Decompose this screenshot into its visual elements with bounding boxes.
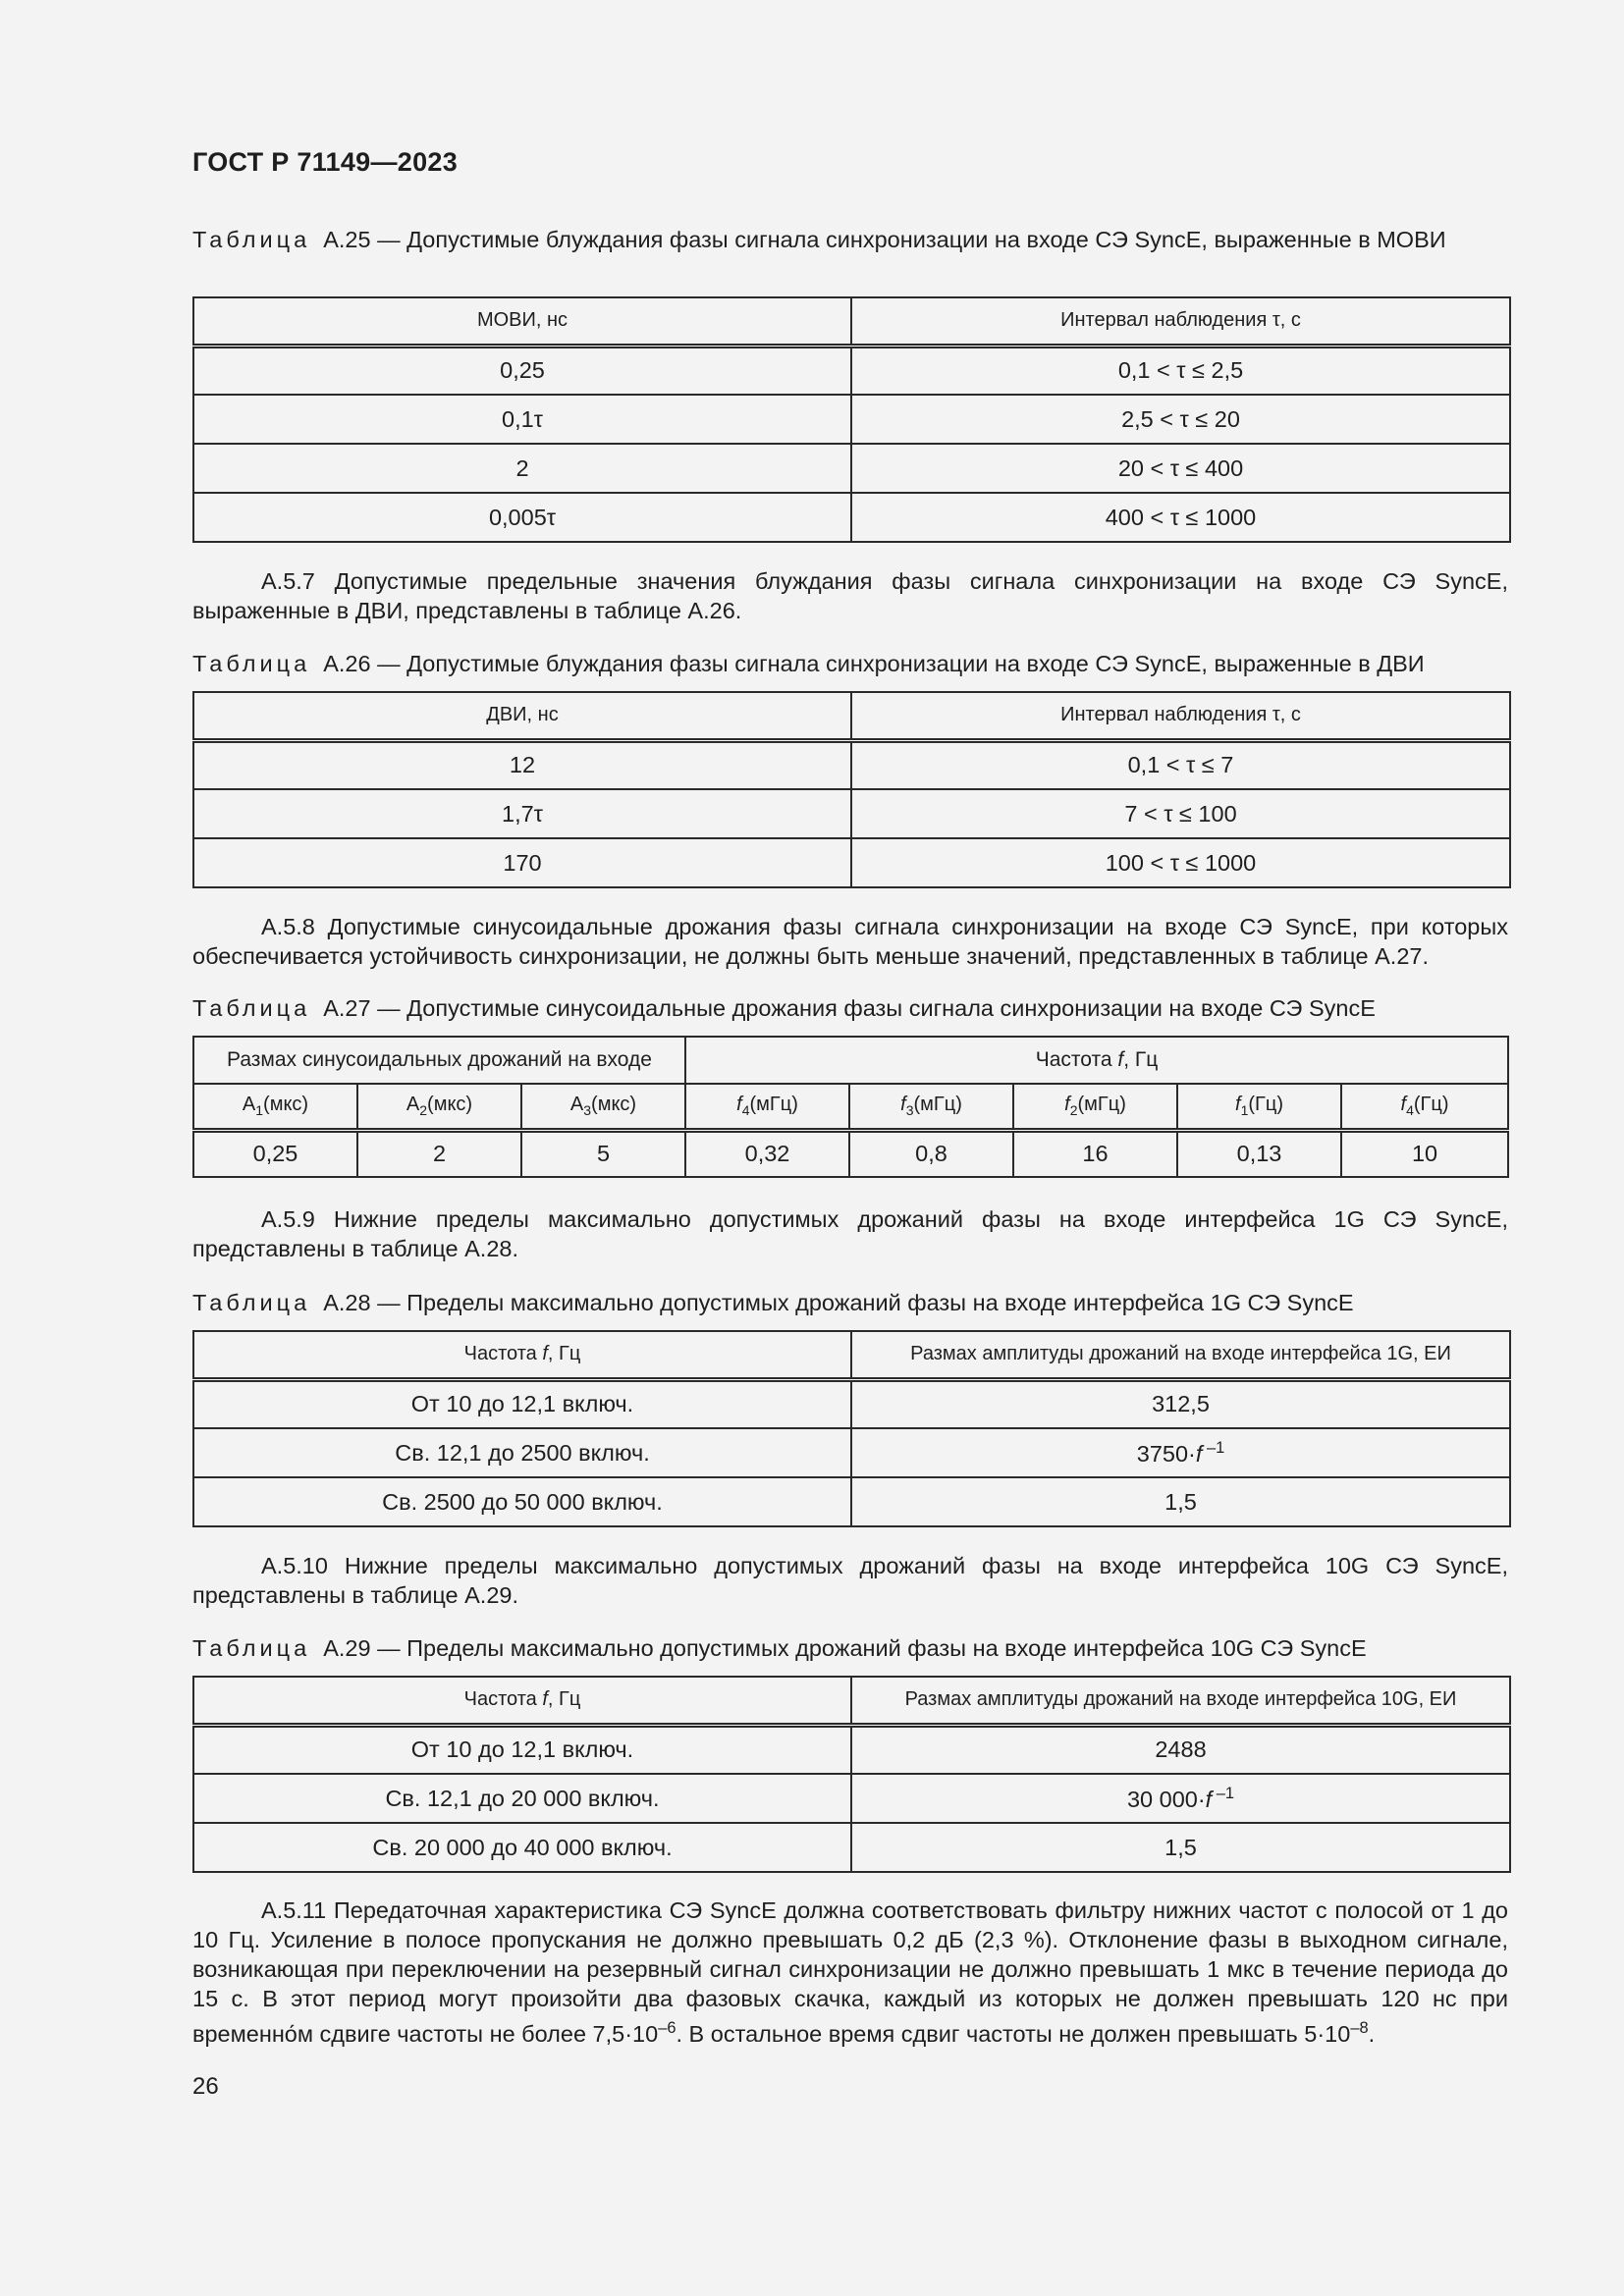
column-header: Размах амплитуды дрожаний на входе интерфейса 1G, ЕИ: [851, 1331, 1510, 1379]
group-header-frequency: [685, 1037, 1508, 1084]
table-cell: Св. 12,1 до 20 000 включ.: [193, 1774, 851, 1823]
table-cell: 12: [193, 740, 851, 789]
column-header: МОВИ, нс: [193, 297, 851, 346]
table-cell: 5: [521, 1130, 685, 1177]
column-header-f3: $f_3(мГц)$: [849, 1084, 1013, 1130]
table-a29: [192, 1676, 1511, 1873]
column-header: Размах амплитуды дрожаний на входе интерфейса 10G, ЕИ: [851, 1677, 1510, 1725]
column-header-f2: $f_2(мГц)$: [1013, 1084, 1177, 1130]
table-cell: 0,25: [193, 1130, 357, 1177]
table-cell: 1,5: [851, 1477, 1510, 1526]
paragraph-a511: [192, 1896, 1508, 2049]
paragraph-a58: [192, 912, 1508, 971]
table-cell: 0,1 < τ ≤ 2,5: [851, 346, 1510, 395]
table-cell: 0,1 < τ ≤ 7: [851, 740, 1510, 789]
paragraph-text: А.5.11 Передаточная характеристика СЭ SyncE должна соответствовать фильтру нижних частот с полосой от 1 до 10 Гц. Усиление в полосе пропускания не должно превышать 0,2 дБ (2,3 %). Отклонение фазы в выходном сигнале, возникающая при переключении на резервный сигнал синхронизации не должно превышать 1 мкс в течение периода до 15 с. В этот период могут произойти два фазовых скачка, каждый из которых не должен превышать 120 нс при временно́м сдвиге частоты не более 7,5·10: [192, 1897, 1508, 2047]
header-text: Частота: [1035, 1048, 1118, 1071]
table-title: А.25 — Допустимые блуждания фазы сигнала синхронизации на входе СЭ SyncE, выраженные в МОВИ: [323, 227, 1446, 252]
table-cell: 0,005τ: [193, 493, 851, 542]
table-title: А.28 — Пределы максимально допустимых дрожаний фазы на входе интерфейса 1G СЭ SyncE: [323, 1290, 1354, 1315]
page-number: 26: [192, 2073, 219, 2100]
column-header: Интервал наблюдения τ, с: [851, 297, 1510, 346]
table-a25: [192, 296, 1511, 543]
paragraph-text: А.5.7 Допустимые предельные значения блуждания фазы сигнала синхронизации на входе СЭ SyncE, выраженные в ДВИ, представлены в таблице А.26.: [192, 568, 1508, 623]
table-title: А.26 — Допустимые блуждания фазы сигнала синхронизации на входе СЭ SyncE, выраженные в ДВИ: [323, 651, 1425, 676]
table-cell: 20 < τ ≤ 400: [851, 444, 1510, 493]
table-cell: Св. 12,1 до 2500 включ.: [193, 1428, 851, 1477]
table-cell: Св. 20 000 до 40 000 включ.: [193, 1823, 851, 1872]
table-cell: 0,32: [685, 1130, 849, 1177]
column-header: Интервал наблюдения τ, с: [851, 692, 1510, 740]
paragraph-a510: [192, 1551, 1508, 1610]
table-cell: 10: [1341, 1130, 1508, 1177]
document-header: ГОСТ Р 71149—2023: [192, 147, 459, 177]
table-cell: 2,5 < τ ≤ 20: [851, 395, 1510, 444]
table-cell: 1,7τ: [193, 789, 851, 838]
header-variable: f: [1117, 1048, 1124, 1071]
table-cell-formula: 3750·f $^{-1}$: [851, 1428, 1510, 1477]
table-a26-caption: [192, 649, 1508, 678]
table-cell: От 10 до 12,1 включ.: [193, 1379, 851, 1428]
table-label: Таблица: [192, 995, 311, 1021]
table-cell: Св. 2500 до 50 000 включ.: [193, 1477, 851, 1526]
table-cell: 2488: [851, 1725, 1510, 1774]
table-cell: 400 < τ ≤ 1000: [851, 493, 1510, 542]
table-cell: 0,13: [1177, 1130, 1341, 1177]
table-cell: 312,5: [851, 1379, 1510, 1428]
table-label: Таблица: [192, 651, 311, 676]
table-a28: [192, 1330, 1511, 1527]
paragraph-text: . В остальное время сдвиг частоты не должен превышать 5·10: [676, 2020, 1351, 2047]
table-a29-caption: [192, 1633, 1508, 1663]
table-cell: 2: [357, 1130, 521, 1177]
table-label: Таблица: [192, 227, 311, 252]
table-label: Таблица: [192, 1635, 311, 1661]
table-a25-caption: [192, 225, 1508, 254]
table-cell: 2: [193, 444, 851, 493]
table-title: А.29 — Пределы максимально допустимых дрожаний фазы на входе интерфейса 10G СЭ SyncE: [323, 1635, 1367, 1661]
table-cell: 0,1τ: [193, 395, 851, 444]
column-header: Частота f, Гц: [193, 1677, 851, 1725]
column-header-a2: $A_2(мкс)$: [357, 1084, 521, 1130]
header-unit: , Гц: [1123, 1048, 1159, 1071]
column-header-f1: $f_1(Гц)$: [1177, 1084, 1341, 1130]
table-a28-caption: [192, 1288, 1508, 1317]
table-title: А.27 — Допустимые синусоидальные дрожания фазы сигнала синхронизации на входе СЭ SyncE: [323, 995, 1376, 1021]
paragraph-text: .: [1368, 2020, 1376, 2047]
table-label: Таблица: [192, 1290, 311, 1315]
table-cell: 16: [1013, 1130, 1177, 1177]
table-a27: [192, 1036, 1509, 1178]
column-header: Частота f, Гц: [193, 1331, 851, 1379]
table-cell: 7 < τ ≤ 100: [851, 789, 1510, 838]
table-cell: 1,5: [851, 1823, 1510, 1872]
table-cell: 0,25: [193, 346, 851, 395]
column-header-f4-hz: $f_4(Гц)$: [1341, 1084, 1508, 1130]
column-header-a1: $A_1(мкс)$: [193, 1084, 357, 1130]
table-cell: 170: [193, 838, 851, 887]
paragraph-a57: [192, 566, 1508, 625]
paragraph-text: А.5.8 Допустимые синусоидальные дрожания фазы сигнала синхронизации на входе СЭ SyncE, при которых обеспечивается устойчивость синхронизации, не должны быть меньше значений, представленных в таблице А.27.: [192, 914, 1508, 969]
table-a27-caption: [192, 993, 1508, 1023]
table-cell-formula: 30 000·f $^{-1}$: [851, 1774, 1510, 1823]
table-a26: [192, 691, 1511, 888]
column-header: ДВИ, нс: [193, 692, 851, 740]
column-header-a3: $A_3(мкс)$: [521, 1084, 685, 1130]
paragraph-text: А.5.9 Нижние пределы максимально допустимых дрожаний фазы на входе интерфейса 1G СЭ SyncE, представлены в таблице А.28.: [192, 1206, 1508, 1261]
paragraph-a59: [192, 1204, 1508, 1263]
table-cell: 100 < τ ≤ 1000: [851, 838, 1510, 887]
group-header-amplitude: Размах синусоидальных дрожаний на входе: [193, 1037, 685, 1084]
table-cell: От 10 до 12,1 включ.: [193, 1725, 851, 1774]
table-cell: 0,8: [849, 1130, 1013, 1177]
exponent: –8: [1350, 2019, 1369, 2037]
column-header-f4-mhz: $f_4(мГц)$: [685, 1084, 849, 1130]
exponent: –6: [658, 2019, 677, 2037]
paragraph-text: А.5.10 Нижние пределы максимально допустимых дрожаний фазы на входе интерфейса 10G СЭ SyncE, представлены в таблице А.29.: [192, 1553, 1508, 1608]
